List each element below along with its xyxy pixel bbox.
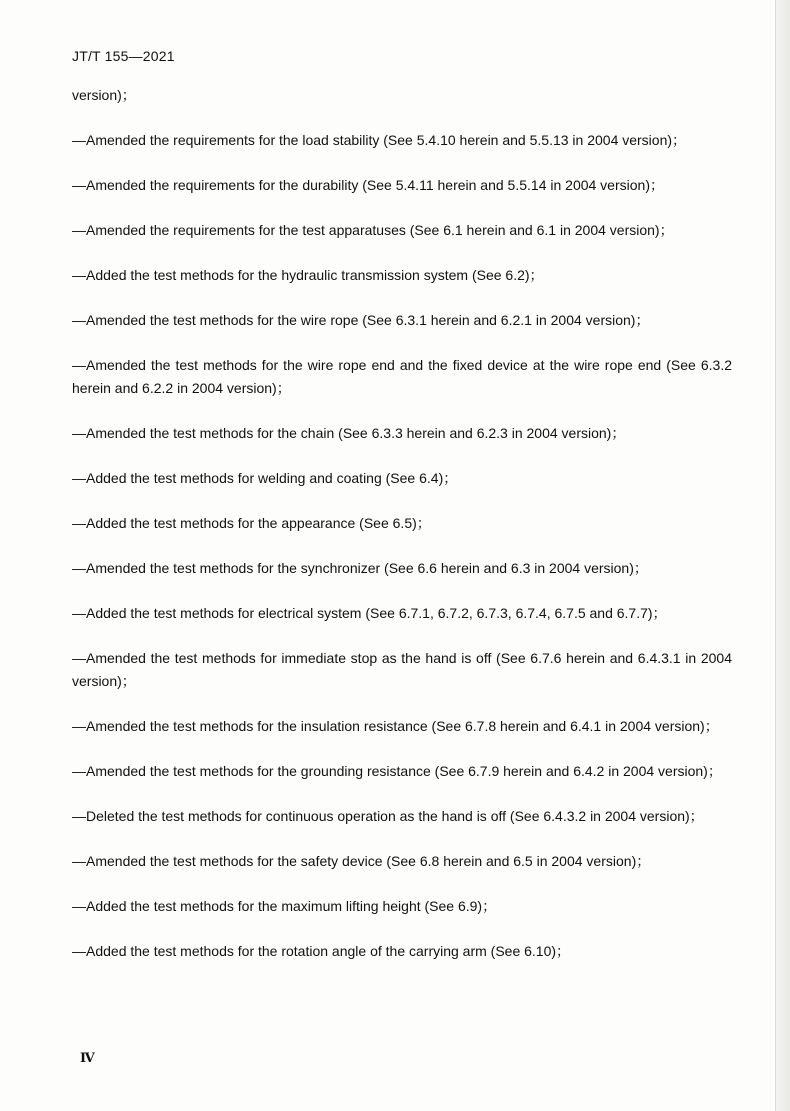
list-item: —Amended the test methods for immediate stop as the hand is off (See 6.7.6 herein and 6.4.3.1 in 2004 version)；: [72, 650, 732, 689]
list-item: —Amended the test methods for the wire rope end and the fixed device at the wire rope end (See 6.3.2 herein and 6.2.2 in 2004 version)；: [72, 357, 732, 396]
list-item: —Added the test methods for welding and coating (See 6.4)；: [72, 470, 458, 486]
list-item: —Added the test methods for the rotation angle of the carrying arm (See 6.10)；: [72, 943, 571, 959]
list-item: —Amended the test methods for the grounding resistance (See 6.7.9 herein and 6.4.2 in 2004 version)；: [72, 763, 722, 779]
list-item: —Added the test methods for the appearance (See 6.5)；: [72, 515, 431, 531]
list-item: —Added the test methods for the hydraulic transmission system (See 6.2)；: [72, 267, 544, 283]
list-item: —Added the test methods for electrical system (See 6.7.1, 6.7.2, 6.7.3, 6.7.4, 6.7.5 and 6.7.7)；: [72, 605, 667, 621]
amendment-list: [72, 84, 732, 985]
list-item: —Amended the test methods for the safety device (See 6.8 herein and 6.5 in 2004 version)；: [72, 853, 651, 869]
list-item: version)；: [72, 87, 136, 103]
list-item: —Amended the test methods for the wire rope (See 6.3.1 herein and 6.2.1 in 2004 version)；: [72, 312, 650, 328]
page-number: Ⅳ: [80, 1050, 95, 1065]
document-id-header: JT/T 155—2021: [72, 48, 175, 64]
list-item: —Amended the test methods for the insulation resistance (See 6.7.8 herein and 6.4.1 in 2004 version)；: [72, 718, 719, 734]
list-item: —Amended the test methods for the synchronizer (See 6.6 herein and 6.3 in 2004 version)；: [72, 560, 648, 576]
list-item: —Amended the requirements for the load stability (See 5.4.10 herein and 5.5.13 in 2004 version)；: [72, 132, 687, 148]
list-item: —Amended the test methods for the chain (See 6.3.3 herein and 6.2.3 in 2004 version)；: [72, 425, 626, 441]
page-edge-shadow: [775, 0, 790, 1111]
list-item: —Amended the requirements for the test apparatuses (See 6.1 herein and 6.1 in 2004 version)；: [72, 222, 674, 238]
list-item: —Amended the requirements for the durability (See 5.4.11 herein and 5.5.14 in 2004 version)；: [72, 177, 664, 193]
list-item: —Added the test methods for the maximum lifting height (See 6.9)；: [72, 898, 497, 914]
list-item: —Deleted the test methods for continuous operation as the hand is off (See 6.4.3.2 in 2004 version)；: [72, 808, 704, 824]
